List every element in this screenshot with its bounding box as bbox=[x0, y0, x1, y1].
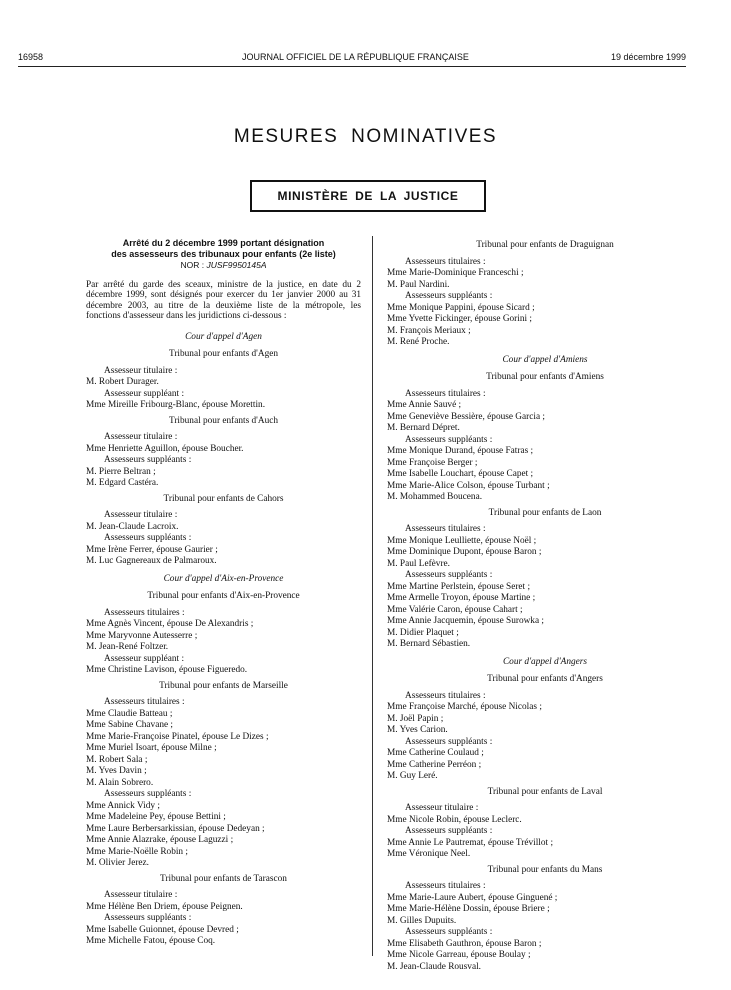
assessor-name: Mme Nicole Garreau, épouse Boulay ; bbox=[387, 950, 531, 960]
assessor-name: Mme Marie-Hélène Dossin, épouse Briere ; bbox=[387, 904, 550, 914]
assessor-name: M. Alain Sobrero. bbox=[86, 777, 154, 788]
assessor-name: Mme Agnès Vincent, épouse De Alexandris ; bbox=[86, 619, 254, 629]
assessor-name: Mme Martine Perlstein, épouse Seret ; bbox=[387, 581, 531, 592]
issue-date: 19 décembre 1999 bbox=[610, 52, 686, 62]
assessor-name: M. Mohammed Boucena. bbox=[387, 492, 483, 502]
nor-label: NOR : bbox=[180, 260, 207, 270]
assessor-name: Mme Marie-Laure Aubert, épouse Ginguené ; bbox=[387, 892, 558, 903]
assessor-name: Mme Irène Ferrer, épouse Gaurier ; bbox=[86, 544, 218, 555]
assessor-name: Mme Monique Leulliette, épouse Noël ; bbox=[387, 535, 537, 546]
assessor-name: Mme Valérie Caron, épouse Cahart ; bbox=[387, 604, 523, 615]
assessor-label: Assesseurs suppléants : bbox=[405, 736, 493, 747]
assessor-name: Mme Annick Vidy ; bbox=[86, 800, 160, 811]
assessor-label: Assesseurs suppléants : bbox=[104, 789, 192, 799]
assessor-name: Mme Muriel Isoart, épouse Milne ; bbox=[86, 743, 217, 753]
nor-code: JUSF9950145A bbox=[206, 260, 267, 270]
assessor-name: M. Jean-Claude Rousval. bbox=[387, 961, 481, 972]
assessor-name: Mme Marie-Alice Colson, épouse Turbant ; bbox=[387, 480, 550, 491]
assessor-name: M. Joël Papin ; bbox=[387, 713, 444, 724]
tribunal-heading: Tribunal pour enfants d'Auch bbox=[168, 415, 278, 426]
assessor-name: Mme Monique Durand, épouse Fatras ; bbox=[387, 446, 534, 456]
tribunal-heading: Tribunal pour enfants d'Aix-en-Provence bbox=[147, 591, 300, 601]
assessor-name: M. Bernard Dépret. bbox=[387, 423, 460, 433]
assessor-name: Mme Françoise Marché, épouse Nicolas ; bbox=[387, 702, 542, 712]
assessor-name: Mme Madeleine Pey, épouse Bettini ; bbox=[86, 812, 226, 822]
assessor-label: Assesseur titulaire : bbox=[104, 510, 178, 520]
tribunal-heading: Tribunal pour enfants de Cahors bbox=[163, 493, 284, 504]
assessor-name: Mme Armelle Troyon, épouse Martine ; bbox=[387, 593, 536, 603]
tribunal-heading: Tribunal pour enfants du Mans bbox=[487, 864, 603, 875]
assessor-name: M. Paul Lefèvre. bbox=[387, 558, 450, 569]
assessor-name: Mme Mireille Fribourg-Blanc, épouse Morettin. bbox=[86, 400, 266, 410]
assessor-name: Mme Françoise Berger ; bbox=[387, 457, 478, 468]
assessor-label: Assesseurs titulaires : bbox=[405, 690, 486, 701]
assessor-label: Assesseur titulaire : bbox=[104, 890, 178, 900]
right-entries bbox=[387, 240, 703, 973]
arrete-intro: Par arrêté du garde des sceaux, ministre de la justice, en date du 2 décembre 1999, sont désignés pour exercer du 1er janvier 2000 au 31 décembre 2003, au titre de la deuxième liste de la métropole, les fonctions d'assesseur dans les juridictions ci-dessous : bbox=[86, 279, 361, 321]
assessor-name: M. Robert Durager. bbox=[86, 377, 159, 387]
assessor-name: M. Bernard Sébastien. bbox=[387, 639, 471, 649]
assessor-label: Assesseurs suppléants : bbox=[405, 570, 493, 580]
assessor-name: Mme Marie-Dominique Franceschi ; bbox=[387, 268, 524, 278]
assessor-label: Assesseurs suppléants : bbox=[104, 455, 192, 465]
assessor-name: Mme Maryvonne Autesserre ; bbox=[86, 630, 198, 641]
assessor-label: Assesseurs suppléants : bbox=[104, 913, 192, 923]
left-column bbox=[86, 238, 361, 948]
assessor-label: Assesseurs titulaires : bbox=[104, 607, 185, 618]
assessor-name: Mme Christine Lavison, épouse Figueredo. bbox=[86, 665, 248, 675]
tribunal-heading: Tribunal pour enfants de Laon bbox=[488, 507, 602, 518]
left-entries bbox=[86, 332, 361, 948]
nor-reference bbox=[86, 260, 361, 272]
tribunal-heading: Tribunal pour enfants de Laval bbox=[487, 786, 603, 797]
assessor-name: Mme Yvette Fickinger, épouse Gorini ; bbox=[387, 314, 533, 324]
assessor-label: Assesseurs titulaires : bbox=[405, 881, 486, 891]
ministry-box bbox=[250, 180, 486, 212]
tribunal-heading: Tribunal pour enfants de Marseille bbox=[159, 680, 288, 691]
column-divider bbox=[372, 236, 373, 956]
assessor-name: M. Olivier Jerez. bbox=[86, 858, 149, 868]
assessor-name: Mme Marie-Françoise Pinatel, épouse Le Dizes ; bbox=[86, 731, 269, 742]
tribunal-heading: Tribunal pour enfants d'Agen bbox=[168, 349, 278, 359]
assessor-name: M. Pierre Beltran ; bbox=[86, 466, 156, 477]
assessor-name: Mme Nicole Robin, épouse Leclerc. bbox=[387, 814, 522, 825]
page-number: 16958 bbox=[18, 52, 44, 62]
assessor-label: Assesseur suppléant : bbox=[104, 388, 185, 399]
assessor-label: Assesseur titulaire : bbox=[405, 803, 479, 813]
assessor-name: Mme Claudie Batteau ; bbox=[86, 708, 173, 719]
assessor-name: Mme Laure Berbersarkissian, épouse Dedeyan ; bbox=[86, 823, 265, 834]
assessor-name: M. Didier Plaquet ; bbox=[387, 627, 459, 638]
cour-heading: Cour d'appel d'Aix-en-Provence bbox=[163, 573, 284, 584]
assessor-name: M. Yves Carion. bbox=[387, 725, 448, 735]
assessor-label: Assesseurs suppléants : bbox=[405, 927, 493, 937]
assessor-name: M. Yves Davin ; bbox=[86, 766, 147, 776]
assessor-name: M. François Meriaux ; bbox=[387, 325, 471, 336]
assessor-name: Mme Monique Pappini, épouse Sicard ; bbox=[387, 302, 535, 313]
assessor-name: M. Robert Sala ; bbox=[86, 754, 148, 765]
assessor-name: M. Paul Nardini. bbox=[387, 279, 450, 290]
assessor-name: M. Gilles Dupuits. bbox=[387, 915, 457, 926]
header-rule bbox=[18, 66, 686, 67]
assessor-label: Assesseurs titulaires : bbox=[104, 697, 185, 707]
assessor-name: Mme Annie Le Pautremat, épouse Trévillot ; bbox=[387, 837, 554, 848]
assessor-name: M. Guy Leré. bbox=[387, 771, 438, 781]
assessor-name: M. Luc Gagnereaux de Palmaroux. bbox=[86, 556, 217, 566]
tribunal-heading: Tribunal pour enfants de Tarascon bbox=[160, 873, 287, 884]
assessor-name: Mme Annie Alazrake, épouse Laguzzi ; bbox=[86, 835, 234, 845]
assessor-label: Assesseurs titulaires : bbox=[405, 388, 486, 399]
assessor-name: Mme Isabelle Guionnet, épouse Devred ; bbox=[86, 924, 239, 935]
assessor-name: Mme Annie Sauvé ; bbox=[387, 400, 462, 410]
assessor-label: Assesseur titulaire : bbox=[104, 432, 178, 442]
journal-title: JOURNAL OFFICIEL DE LA RÉPUBLIQUE FRANÇAISE bbox=[242, 52, 469, 62]
assessor-label: Assesseurs suppléants : bbox=[104, 533, 192, 543]
assessor-name: Mme Sabine Chavane ; bbox=[86, 720, 174, 730]
cour-heading: Cour d'appel d'Agen bbox=[185, 331, 262, 342]
assessor-name: Mme Isabelle Louchart, épouse Capet ; bbox=[387, 469, 534, 479]
assessor-name: Mme Michelle Fatou, épouse Coq. bbox=[86, 936, 216, 946]
assessor-label: Assesseurs suppléants : bbox=[405, 291, 493, 301]
assessor-name: Mme Geneviève Bessière, épouse Garcia ; bbox=[387, 411, 545, 422]
assessor-name: M. René Proche. bbox=[387, 337, 450, 347]
ministry-title: MINISTÈRE DE LA JUSTICE bbox=[277, 189, 459, 203]
assessor-label: Assesseurs titulaires : bbox=[405, 524, 486, 534]
assessor-name: Mme Véronique Neel. bbox=[387, 849, 471, 859]
assessor-name: Mme Elisabeth Gauthron, épouse Baron ; bbox=[387, 938, 542, 949]
assessor-name: Mme Catherine Perréon ; bbox=[387, 759, 482, 770]
assessor-name: Mme Marie-Noëlle Robin ; bbox=[86, 846, 188, 857]
assessor-label: Assesseur suppléant : bbox=[104, 653, 185, 664]
assessor-name: M. Edgard Castéra. bbox=[86, 478, 159, 488]
assessor-name: M. Jean-Claude Lacroix. bbox=[86, 521, 179, 532]
tribunal-heading: Tribunal pour enfants de Draguignan bbox=[476, 240, 614, 250]
assessor-label: Assesseurs suppléants : bbox=[405, 434, 493, 445]
right-column bbox=[387, 236, 703, 973]
arrete-title-line1: Arrêté du 2 décembre 1999 portant désignation bbox=[122, 238, 325, 248]
assessor-name: Mme Henriette Aguillon, épouse Boucher. bbox=[86, 443, 244, 454]
assessor-label: Assesseurs titulaires : bbox=[405, 256, 486, 267]
assessor-name: Mme Hélène Ben Driem, épouse Peignen. bbox=[86, 901, 243, 912]
assessor-name: Mme Catherine Coulaud ; bbox=[387, 748, 484, 758]
tribunal-heading: Tribunal pour enfants d'Angers bbox=[487, 674, 603, 684]
tribunal-heading: Tribunal pour enfants d'Amiens bbox=[486, 372, 604, 382]
arrete-title-line2: des assesseurs des tribunaux pour enfants (2e liste) bbox=[111, 248, 336, 259]
section-title: MESURES NOMINATIVES bbox=[233, 126, 498, 147]
assessor-name: Mme Annie Jacquemin, épouse Surowka ; bbox=[387, 616, 544, 626]
assessor-name: M. Jean-René Foltzer. bbox=[86, 642, 169, 652]
assessor-label: Assesseurs suppléants : bbox=[405, 826, 493, 836]
cour-heading: Cour d'appel d'Angers bbox=[502, 656, 588, 667]
assessor-name: Mme Dominique Dupont, épouse Baron ; bbox=[387, 547, 542, 557]
assessor-label: Assesseur titulaire : bbox=[104, 365, 178, 376]
cour-heading: Cour d'appel d'Amiens bbox=[502, 354, 588, 365]
